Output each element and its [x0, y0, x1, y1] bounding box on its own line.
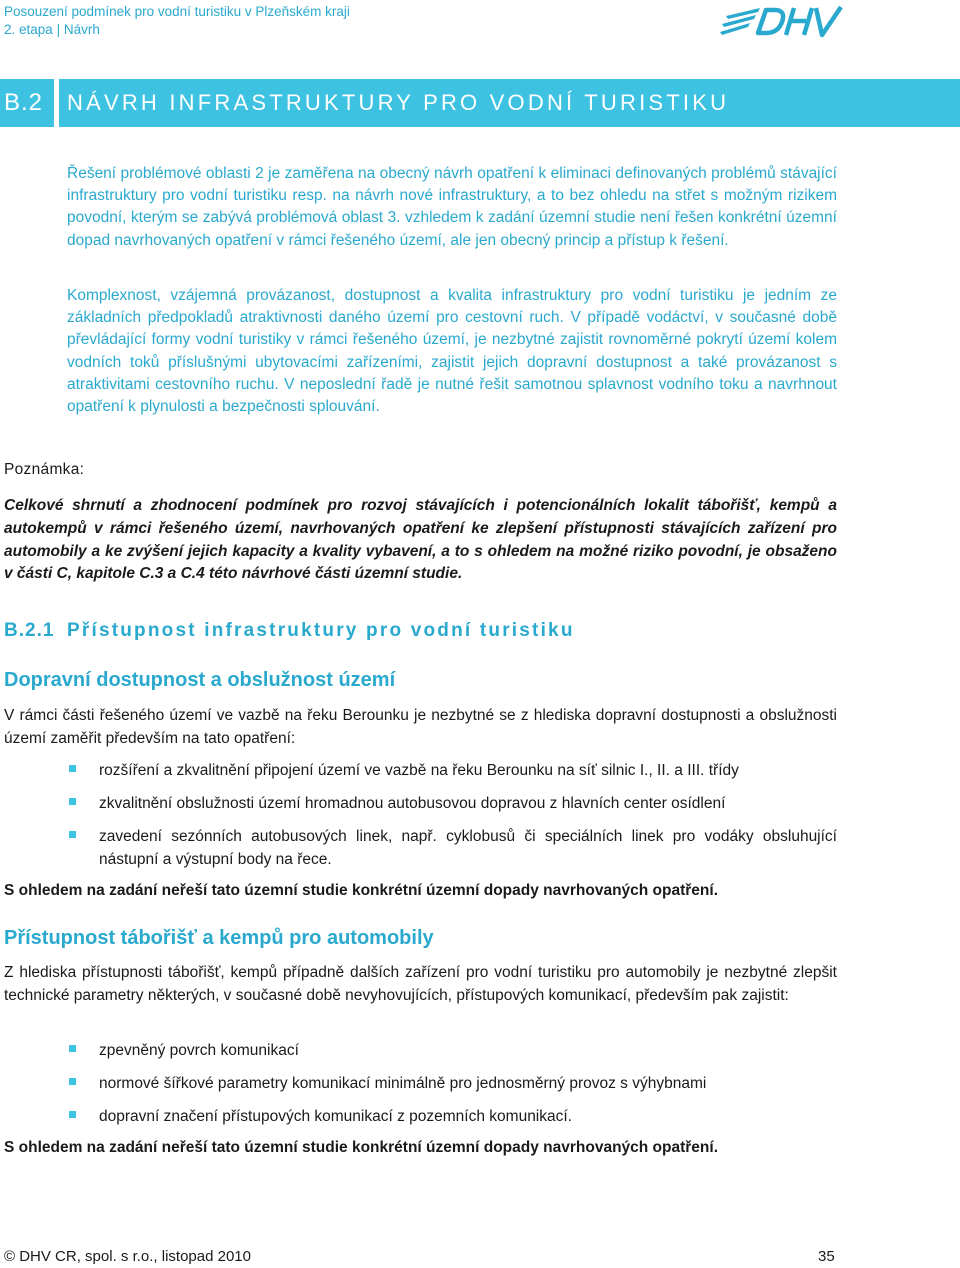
stage-label: 2. etapa — [4, 22, 53, 37]
stage-separator: | — [56, 22, 61, 37]
chapter-title-band — [59, 79, 960, 127]
note-label: Poznámka: — [4, 461, 85, 478]
bullet-icon — [68, 764, 80, 776]
list-item: normové šířkové parametry komunikací minimálně pro jednosměrný provoz s výhybnami — [99, 1075, 707, 1092]
subsection-heading-transport: Dopravní dostupnost a obslužnost území — [4, 669, 396, 691]
page-number: 35 — [818, 1248, 835, 1265]
subsection-intro-transport: V rámci části řešeného území ve vazbě na řeku Berounku je nezbytné se z hlediska dopravní dostupnosti a obslužnosti území zaměřit především na tato opatření: — [4, 707, 837, 747]
footer-copyright: © DHV CR, spol. s r.o., listopad 2010 — [4, 1248, 251, 1265]
list-item: rozšíření a zkvalitnění připojení území ve vazbě na řeku Berounku na síť silnic I., II. a III. třídy — [99, 762, 739, 779]
document-stage — [4, 21, 100, 39]
intro-paragraph-2: Komplexnost, vzájemná provázanost, dostupnost a kvalita infrastruktury pro vodní turistiku je jedním ze základních předpokladů atraktivnosti daného území pro cestovní ruch. V případě vodáctví, v současné době převládající formy vodní turistiky v rámci řešeného území, je nezbytné zajistit rovnoměrné pokrytí území kolem vodních toků příslušnými ubytovacími zařízeními, zajistit jejich dopravní dostupnost a také provázanost s atraktivitami cestovního ruchu. V neposlední řadě je nutné řešit samotnou splavnost vodního toku a navrhnout opatření k plynulosti a bezpečnosti splouvání. — [67, 287, 837, 416]
chapter-number-band — [0, 79, 54, 127]
chapter-number: B.2 — [4, 89, 44, 116]
document-title: Posouzení podmínek pro vodní turistiku v Plzeňském kraji — [4, 4, 350, 19]
subsection-intro-car-access: Z hlediska přístupnosti tábořišť, kempů případně dalších zařízení pro vodní turistiku pro automobily je nezbytné zlepšit technické parametry některých, v současné době nevyhovujících, přístupových komunikací, především pak zajistit: — [4, 964, 837, 1004]
list-item: dopravní značení přístupových komunikací z pozemních komunikací. — [99, 1108, 572, 1125]
bullet-icon — [68, 830, 80, 842]
bullet-icon — [68, 1110, 80, 1122]
list-item: zkvalitnění obslužnosti území hromadnou autobusovou dopravou z hlavních center osídlení — [99, 795, 726, 812]
subsection-heading-car-access: Přístupnost tábořišť a kempů pro automobily — [4, 927, 434, 949]
dhv-logo-icon — [720, 2, 844, 40]
intro-paragraph-1: Řešení problémové oblasti 2 je zaměřena na obecný návrh opatření k eliminaci definovaných problémů stávající infrastruktury pro vodní turistiku resp. na návrh nové infrastruktury, a to bez ohledu na střet s možným rizikem povodní, kterým se zabývá problémová oblast 3. vzhledem k zadání územní studie není řešen konkrétní územní dopad navrhovaných opatření v rámci řešeného území, ale jen obecný princip a přístup k řešení. — [67, 165, 837, 249]
stage-part-label: Návrh — [63, 22, 100, 37]
subsection-conclusion-car-access: S ohledem na zadání neřeší tato územní studie konkrétní územní dopady navrhovaných opatření. — [4, 1139, 719, 1156]
chapter-title: NÁVRH INFRASTRUKTURY PRO VODNÍ TURISTIKU — [67, 90, 730, 115]
section-number: B.2.1 — [4, 620, 55, 641]
list-item: zpevněný povrch komunikací — [99, 1042, 299, 1059]
note-text: Celkové shrnutí a zhodnocení podmínek pro rozvoj stávajících i potencionálních lokalit tábořišť, kempů a autokempů v rámci řešeného území, navrhovaných opatření ke zlepšení přístupnosti stávajících zařízení pro automobily a ke zvýšení jejich kapacity a kvality vybavení, a to s ohledem na možné riziko povodní, je obsaženo v části C, kapitole C.3 a C.4 této návrhové části územní studie. — [4, 497, 837, 583]
bullet-icon — [68, 1077, 80, 1089]
subsection-conclusion-transport: S ohledem na zadání neřeší tato územní studie konkrétní územní dopady navrhovaných opatření. — [4, 882, 719, 899]
section-title: Přístupnost infrastruktury pro vodní turistiku — [67, 620, 575, 641]
bullet-icon — [68, 797, 80, 809]
list-item: zavedení sezónních autobusových linek, např. cyklobusů či speciálních linek pro vodáky obsluhující nástupní a výstupní body na řece. — [99, 828, 837, 868]
bullet-icon — [68, 1044, 80, 1056]
